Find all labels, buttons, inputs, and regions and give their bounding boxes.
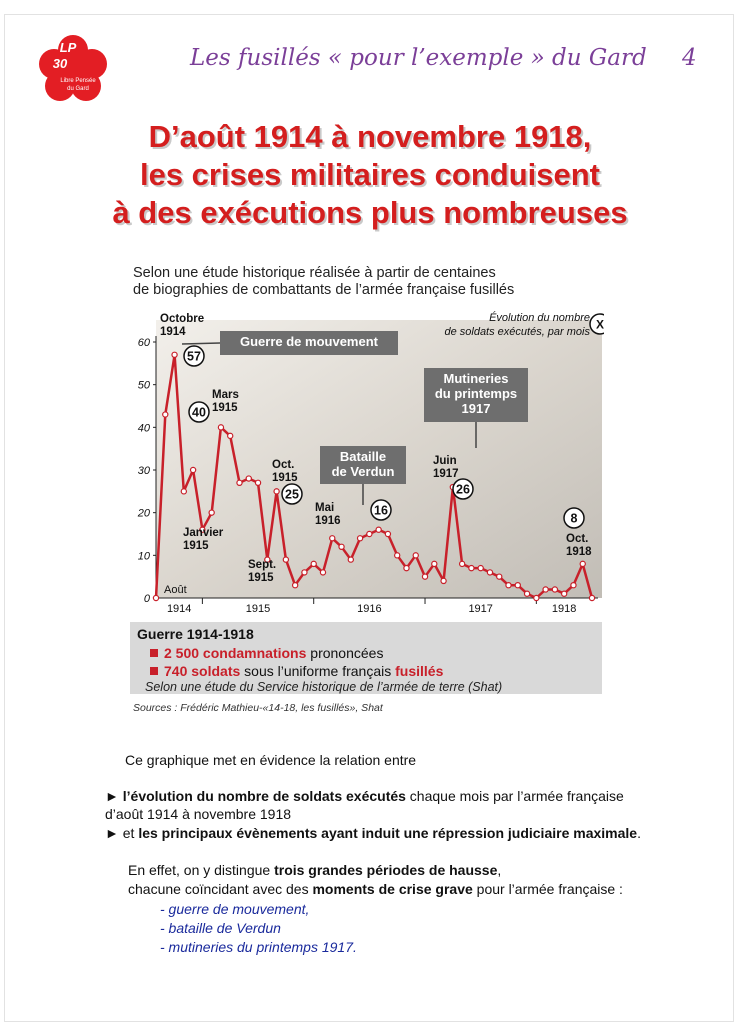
point-2-pre: et [122,825,139,841]
data-point [562,591,567,596]
logo-letters: LP [59,40,77,55]
summary-line-2 [150,663,443,679]
executions-chart [120,300,604,622]
point-1-rest: chaque mois par l’armée française [405,788,624,804]
mutinies-box-label: 1917 [461,401,491,416]
event-date-label: Janvier [183,527,224,539]
running-title: Les fusillés « pour l’exemple » du Gard [190,45,647,71]
event-date-label: Octobre [160,313,205,325]
event-date-label: Mars [212,389,239,401]
data-point [571,583,576,588]
data-point [589,595,594,600]
point-2-bold: les principaux évènements ayant induit une répression judiciaire maximale [138,825,638,841]
data-point [218,425,223,430]
summary-note: Selon une étude du Service historique de l’armée de terre (Shat) [145,680,503,694]
figure-intro [133,265,514,299]
logo-caption-1: Libre Pensée [60,78,96,84]
data-point [255,480,260,485]
data-point [181,489,186,494]
y-tick-label: 0 [143,593,150,605]
x-year-label: 1917 [468,603,493,615]
event-date-label: Sept. [248,559,277,571]
y-tick-label: 30 [137,465,150,477]
title-line-1: D’août 1914 à novembre 1918, [148,119,592,154]
x-year-label: 1915 [245,603,271,615]
summary-title: Guerre 1914-1918 [137,626,254,642]
data-point [302,570,307,575]
para-2-pre: En effet, on y distingue [128,862,275,878]
summary-line-2-end: fusillés [395,663,444,679]
data-point [524,591,529,596]
data-point [432,561,437,566]
data-point [441,578,446,583]
data-point [209,510,214,515]
event-date-label: Juin [433,455,457,467]
title-line-3: à des exécutions plus nombreuses [112,195,628,230]
data-point [348,557,353,562]
summary-line-1-rest: prononcées [306,645,384,661]
para-2-end: , [497,862,502,878]
event-date-label: 1915 [248,572,274,584]
value-label: 26 [456,482,470,497]
para-2-bold: trois grandes périodes de hausse [274,862,498,878]
summary-line-2-middle: sous l’uniforme français [240,663,396,679]
data-point [413,553,418,558]
body-intro: Ce graphique met en évidence la relation entre [125,752,417,768]
verdun-box [320,446,406,484]
verdun-box-label: de Verdun [331,464,395,479]
point-1-line-2: d’août 1914 à novembre 1918 [105,806,292,822]
summary-line-1 [150,645,383,661]
value-label: 25 [285,487,299,502]
y-tick-label: 60 [137,337,150,349]
x-year-label: 1914 [166,603,192,615]
data-point [153,595,158,600]
event-date-label: 1916 [315,515,341,527]
y-tick-label: 50 [137,379,150,392]
data-point [339,544,344,549]
mutinies-box-label: Mutineries [443,371,509,386]
data-point [487,570,492,575]
value-label: 16 [374,503,388,518]
data-point [543,587,548,592]
data-point [367,531,372,536]
x-year-label: 1916 [357,603,382,615]
data-point [422,574,427,579]
list-item: - guerre de mouvement, [160,901,310,917]
event-date-label: Oct. [272,459,295,471]
sources: Sources : Frédéric Mathieu-«14-18, les fusillés», Shat [133,702,383,714]
data-point [497,574,502,579]
para-3-pre: chacune coïncidant avec des [128,881,313,897]
event-date-label: 1915 [183,540,209,552]
libre-pensee-logo [38,32,108,110]
data-point [330,536,335,541]
data-point [395,553,400,558]
data-point [237,480,242,485]
mutinies-box [424,368,528,422]
movement-box [220,331,398,355]
arrow-icon: ► [105,825,123,841]
data-point [534,595,539,600]
data-point [191,467,196,472]
y-tick-label: 40 [137,422,150,435]
event-date-label: Mai [315,502,335,514]
data-point [357,536,362,541]
bullet-square [150,667,158,675]
data-point [311,561,316,566]
logo-caption-2: du Gard [67,86,89,92]
data-point [283,557,288,562]
data-point [172,352,177,357]
condemnations-count: 2 500 condamnations [164,645,307,661]
data-point [376,527,381,532]
data-point [506,583,511,588]
event-date-label: 1915 [272,472,298,484]
data-point [293,583,298,588]
logo-number: 30 [52,56,68,71]
data-point [385,531,390,536]
value-label: 57 [187,349,201,364]
arrow-icon: ► [105,788,123,804]
data-point [246,476,251,481]
event-date-label: 1915 [212,402,238,414]
title-line-2: les crises militaires conduisent [139,157,601,192]
value-label: 40 [192,405,206,420]
verdun-box-label: Bataille [339,449,387,464]
data-point [228,433,233,438]
data-point [552,587,557,592]
legend-marker: X [595,317,604,332]
data-point [320,570,325,575]
paragraph-2 [128,862,501,878]
movement-arrow [182,343,220,344]
point-1-bold: l’évolution du nombre de soldats exécutés [122,788,406,804]
data-point [163,412,168,417]
page-number: 4 [682,45,697,71]
event-date-label: 1917 [433,468,459,480]
bullet-square [150,649,158,657]
legend-title-line-2: de soldats exécutés, par mois [444,326,590,338]
data-point [274,489,279,494]
movement-box-label: Guerre de mouvement [240,334,378,349]
para-3-end: pour l’armée française : [472,881,623,897]
data-point [460,561,465,566]
figure-intro-line-1: Selon une étude historique réalisée à partir de centaines [133,265,496,281]
point-1 [105,788,624,804]
value-label: 8 [570,511,578,526]
mutinies-box-label: du printemps [434,386,518,401]
executed-count: 740 soldats [164,663,241,679]
data-point [404,566,409,571]
x-year-label: 1918 [551,603,577,615]
event-date-label: 1918 [566,546,592,558]
data-point [469,566,474,571]
list-item: - mutineries du printemps 1917. [160,939,357,955]
data-point [515,583,520,588]
paragraph-3 [128,881,623,897]
y-tick-label: 10 [137,550,150,563]
event-date-label: Oct. [566,533,589,545]
y-tick-label: 20 [137,507,150,520]
data-point [478,566,483,571]
page-title [60,118,680,232]
point-2-end: . [637,825,641,841]
figure-intro-line-2: de biographies de combattants de l’armée française fusillés [133,282,515,298]
data-point [580,561,585,566]
list-item: - bataille de Verdun [160,920,281,936]
para-3-bold: moments de crise grave [312,881,473,897]
event-date-label: 1914 [160,326,186,338]
point-2 [105,825,641,841]
start-month-label: Août [164,584,187,596]
legend-title-line-1: Évolution du nombre [489,312,590,324]
